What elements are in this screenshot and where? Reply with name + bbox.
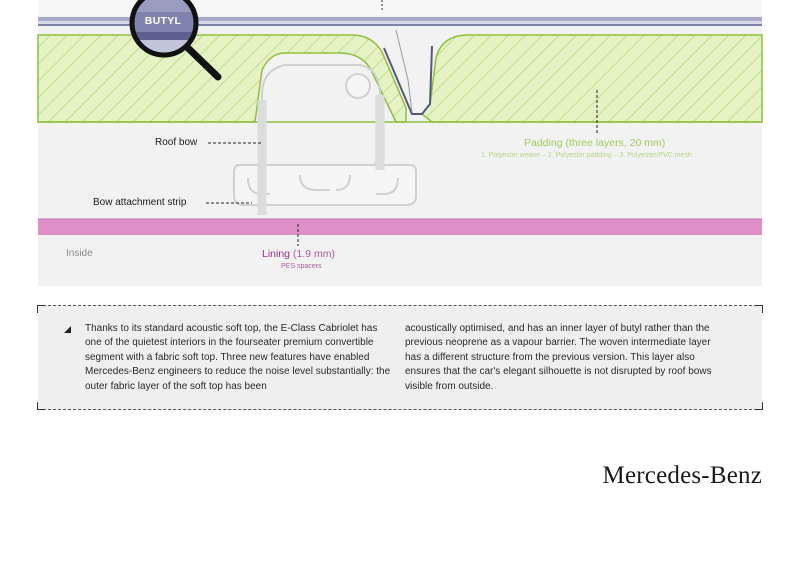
padding-layer-right xyxy=(422,35,762,122)
triangle-bullet-icon xyxy=(64,326,71,333)
padding-layers-caption: 1. Polyester weave – 2. Polyester padding – 3. Polyester/PVC mesh xyxy=(481,152,692,159)
description-right-column: acoustically optimised, and has an inner layer of butyl rather than the previous neoprene as a vapour barrier. The woven intermediate layer has a different structure from the previous version. This layer also ensures that the car's elegant silhouette is not disrupted by roof bows visible from outside. xyxy=(405,323,712,392)
corner-mark xyxy=(755,402,763,410)
padding-spec: (three layers, 20 mm) xyxy=(565,137,666,149)
brand-logo-text: Mercedes-Benz xyxy=(602,462,762,489)
lining-spec: (1.9 mm) xyxy=(292,248,335,260)
inside-label: Inside xyxy=(66,248,93,259)
lining-caption: PES spacers xyxy=(281,263,322,270)
roof-bow-label: Roof bow xyxy=(155,137,198,148)
lining-layer xyxy=(38,219,762,235)
corner-mark xyxy=(755,305,763,313)
corner-mark xyxy=(37,402,45,410)
corner-mark xyxy=(37,305,45,313)
description-left-column: Thanks to its standard acoustic soft top, the E-Class Cabriolet has one of the quietest interiors in the fourseater premium convertible segment with a fabric soft top. Three new features have enabled Mercedes-Benz engineers to reduce the noise level substantially: the outer fabric layer of the soft top has been xyxy=(85,323,391,392)
butyl-label: BUTYL xyxy=(144,15,182,27)
description-box xyxy=(38,305,762,410)
bow-attachment-strip-label: Bow attachment strip xyxy=(93,197,187,208)
padding-label xyxy=(524,137,665,149)
padding-title: Padding xyxy=(524,137,563,149)
lining-title: Lining xyxy=(262,248,291,260)
lining-label xyxy=(262,248,335,260)
